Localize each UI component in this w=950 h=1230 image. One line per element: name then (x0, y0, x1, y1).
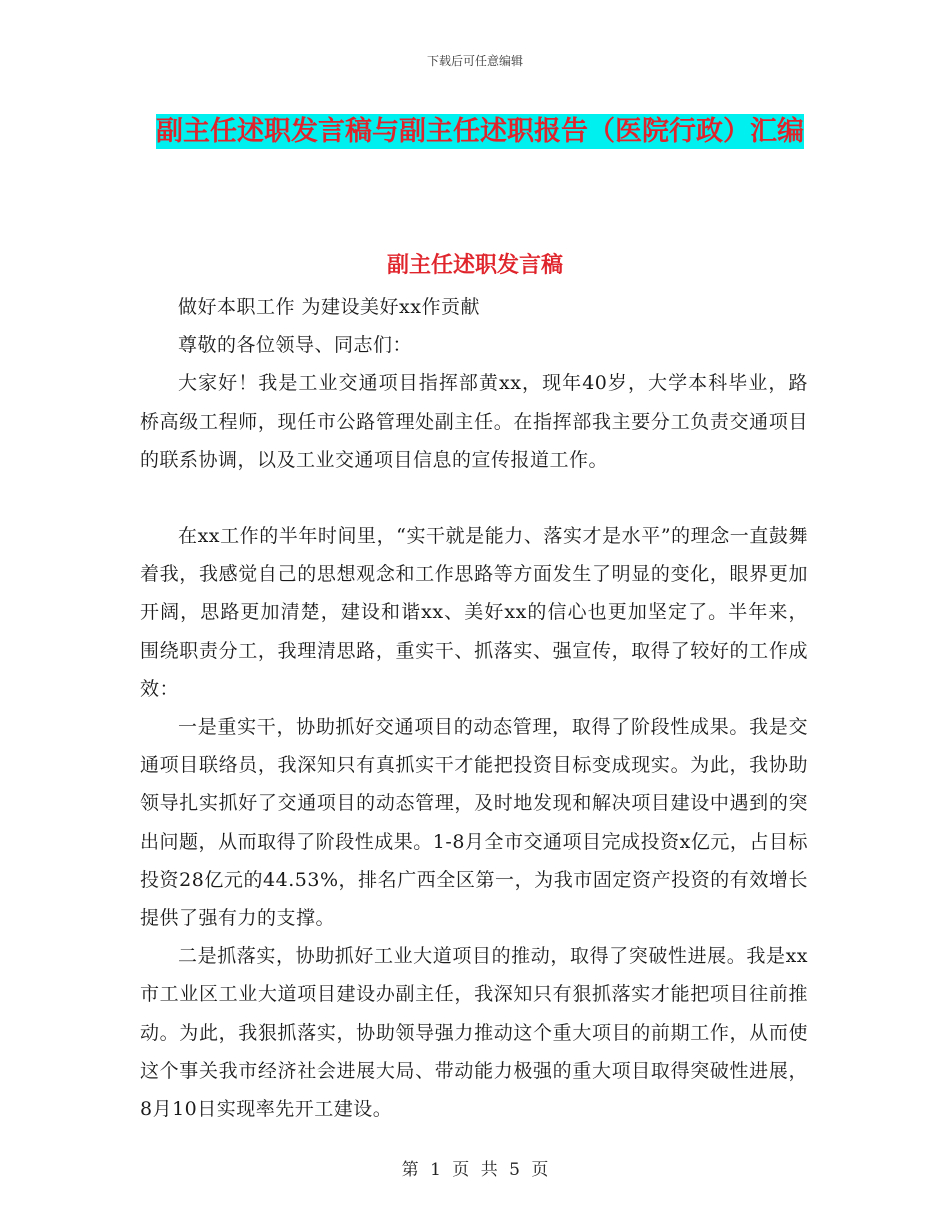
page-footer: 第 1 页 共 5 页 (401, 1160, 549, 1180)
paragraph-point-one: 一是重实干，协助抓好交通项目的动态管理，取得了阶段性成果。我是交通项目联络员，我深知只有真抓实干才能把投资目标变成现实。为此，我协助领导扎实抓好了交通项目的动态管理，及时地发现和解决项目建设中遇到的突出问题，从而取得了阶段性成果。1-8月全市交通项目完成投资x亿元，占目标投资28亿元的44.53%，排名广西全区第一，为我市固定资产投资的有效增长提供了强有力的支撑。 (140, 716, 808, 930)
paragraph-subtitle: 做好本职工作 为建设美好xx作贡献 (178, 296, 480, 318)
document-title-text: 副主任述职发言稿与副主任述职报告（医院行政）汇编 (156, 116, 804, 147)
paragraph-summary: 在xx工作的半年时间里，“实干就是能力、落实才是水平”的理念一直鼓舞着我，我感觉自己的思想观念和工作思路等方面发生了明显的变化，眼界更加开阔，思路更加清楚，建设和谐xx、美好xx的信心也更加坚定了。半年来，围绕职责分工，我理清思路，重实干、抓落实、强宣传，取得了较好的工作成效： (140, 525, 808, 700)
paragraph-salutation: 尊敬的各位领导、同志们： (178, 334, 413, 357)
document-title (140, 110, 820, 154)
paragraph-intro: 大家好！我是工业交通项目指挥部黄xx，现年40岁，大学本科毕业，路桥高级工程师，现任市公路管理处副主任。在指挥部我主要分工负责交通项目的联系协调，以及工业交通项目信息的宣传报道工作。 (140, 372, 808, 471)
header-note: 下载后可任意编辑 (426, 54, 523, 68)
section-title: 副主任述职发言稿 (386, 252, 563, 278)
document-body (140, 288, 808, 1128)
paragraph-point-two: 二是抓落实，协助抓好工业大道项目的推动，取得了突破性进展。我是xx市工业区工业大道项目建设办副主任，我深知只有狠抓落实才能把项目往前推动。为此，我狠抓落实，协助领导强力推动这个重大项目的前期工作，从而使这个事关我市经济社会进展大局、带动能力极强的重大项目取得突破性进展，8月10日实现率先开工建设。 (140, 945, 808, 1121)
